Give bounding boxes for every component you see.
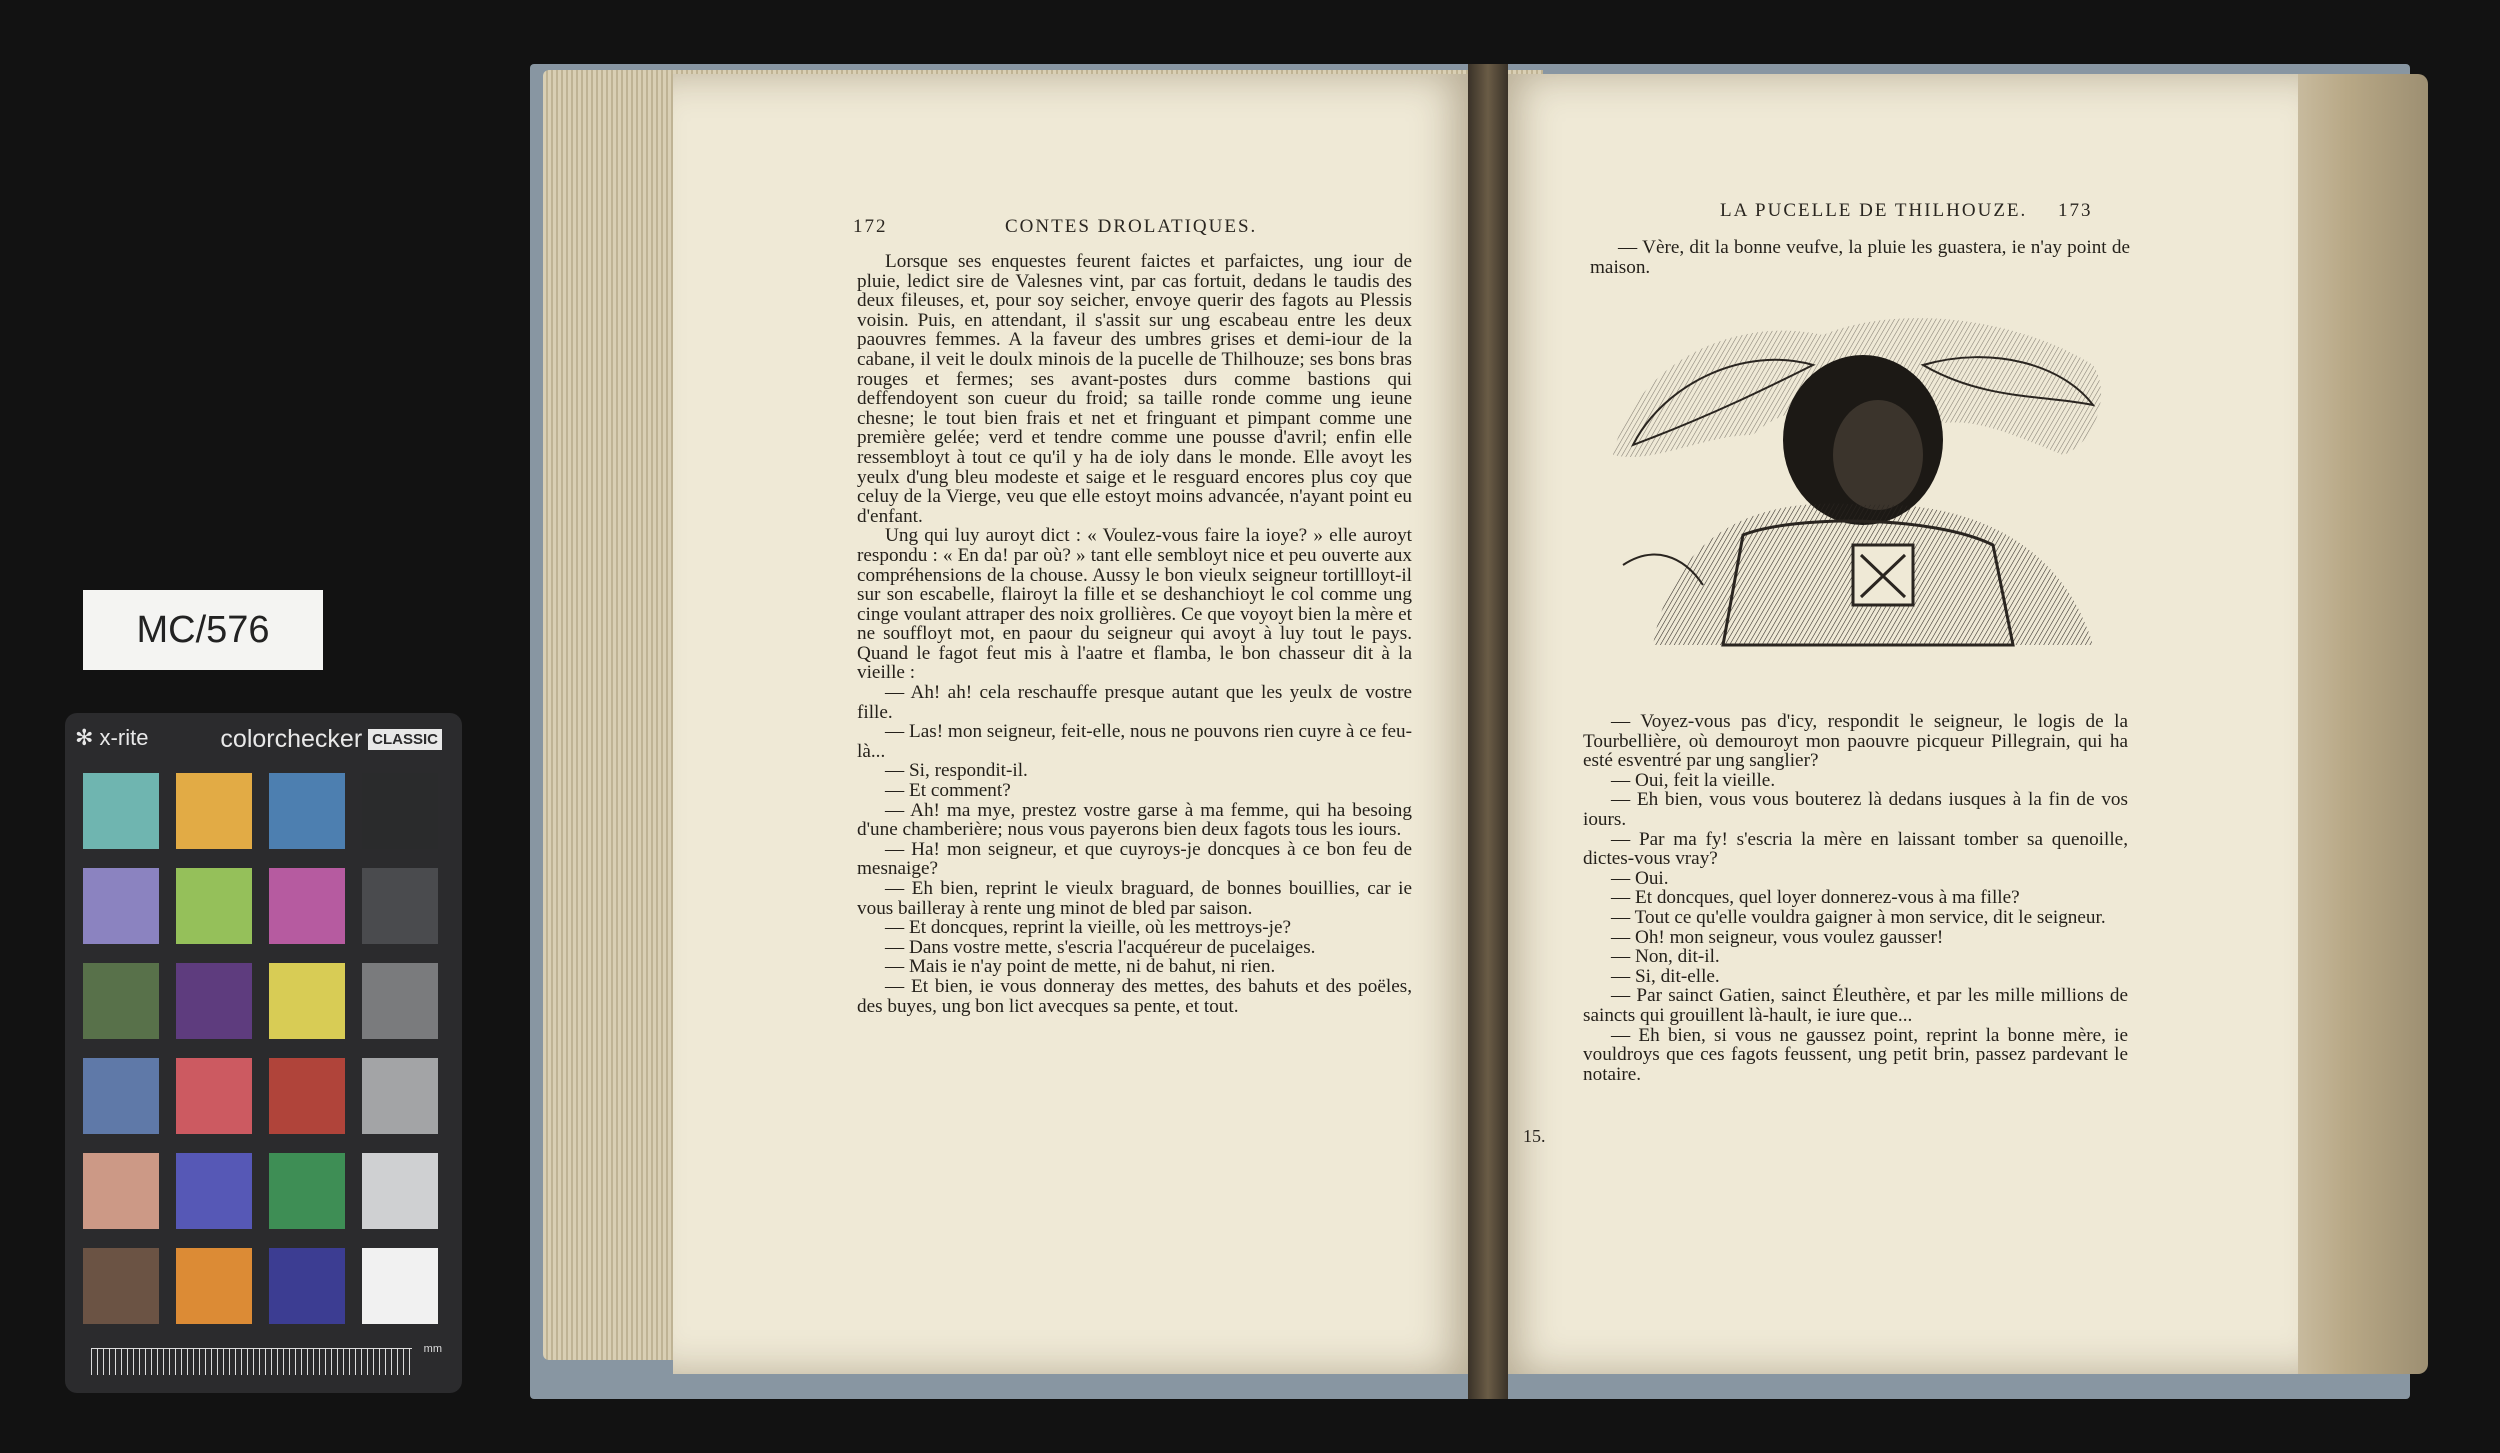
left-paragraph: — Ah! ah! cela reschauffe presque autant que les yeulx de vostre fille. (857, 682, 1412, 723)
catalogue-label (83, 590, 323, 670)
color-swatch (362, 1058, 438, 1134)
color-swatch (176, 868, 252, 944)
right-paragraph: — Non, dit-il. (1611, 946, 1720, 968)
color-swatch (176, 773, 252, 849)
color-swatch (83, 1058, 159, 1134)
left-paragraph: — Et doncques, reprint la vieille, où les mettroys-je? (885, 917, 1292, 939)
color-swatch (83, 773, 159, 849)
color-swatch-grid (83, 773, 443, 1323)
left-page-body (857, 252, 1412, 1016)
left-paragraph: Lorsque ses enquestes feurent faictes et parfaictes, ung iour de pluie, ledict sire de Valesnes vint, par cas fortuit, dedans le taudis des deux fileuses, et, pour soy seicher, envoye querir des fagots au Plessis voisin. Puis, en attendant, il s'assit sur ung escabeau entre les deux paouvres femmes. A la faveur des umbres grises et demi-iour de la cabane, il veit le doulx minois de la pucelle de Thilhouze; ses bons bras rouges et fermes; ses avant-postes durs comme bastions qui deffendoyent son cueur du froid; sa taille ronde comme ung ieune chesne; le tout bien frais et net et fringuant et pimpant comme une première gelée; verd et tendre comme une pousse d'avril; enfin elle ressembloyt à tout ce qu'il y ha de ioly dans le monde. Elle avoyt les yeulx d'ung bleu modeste et saige et le resguard encores plus coy que celuy de la Vierge, veu que elle estoyt moins advancée, n'ayant point eu d'enfant. (857, 251, 1412, 527)
left-paragraph: — Et bien, ie vous donneray des mettes, des bahuts et des poëles, des buyes, ung bon lict avecques sa pente, et tout. (857, 975, 1412, 1017)
color-swatch (269, 773, 345, 849)
right-paragraph: — Tout ce qu'elle vouldra gaigner à mon service, dit le seigneur. (1611, 906, 2106, 928)
left-paragraph: — Eh bien, reprint le vieulx braguard, de bonnes bouillies, car ie vous bailleray à rente ung minot de bled par saison. (857, 878, 1412, 919)
ruler-unit: mm (423, 1343, 442, 1355)
color-checker-card (65, 713, 462, 1393)
color-swatch (269, 868, 345, 944)
color-swatch (269, 963, 345, 1039)
right-paragraph: — Par sainct Gatien, sainct Éleuthère, et par les mille millions de saincts qui grouillent là-hault, ie iure que... (1583, 985, 2128, 1026)
page-block-right (2293, 74, 2428, 1374)
left-paragraph: — Et comment? (885, 780, 1011, 802)
right-paragraph: — Par ma fy! s'escria la mère en laissant tomber sa quenoille, dictes-vous vray? (1583, 828, 2128, 870)
right-paragraph: — Eh bien, si vous ne gaussez point, reprint la bonne mère, ie vouldroys que ces fagots feussent, ung petit brin, passez pardevant le notaire. (1583, 1024, 2128, 1085)
color-swatch (362, 1153, 438, 1229)
colorchecker-brand: colorchecker CLASSIC (220, 725, 442, 754)
open-book (513, 64, 2428, 1399)
right-paragraph: — Oui, feit la vieille. (1611, 769, 1776, 791)
left-running-head: CONTES DROLATIQUES. (1005, 216, 1258, 237)
color-swatch (269, 1058, 345, 1134)
color-swatch (269, 1153, 345, 1229)
color-swatch (176, 1153, 252, 1229)
right-paragraph: — Et doncques, quel loyer donnerez-vous à ma fille? (1611, 887, 2020, 909)
color-swatch (176, 963, 252, 1039)
xrite-logo: ✻ x-rite (75, 725, 149, 750)
catalogue-number: MC/576 (136, 608, 270, 651)
color-swatch (83, 963, 159, 1039)
signature-mark: 15. (1523, 1126, 1546, 1146)
right-page-top (1590, 238, 2130, 277)
color-swatch (83, 868, 159, 944)
mm-ruler (91, 1348, 412, 1375)
color-swatch (176, 1248, 252, 1324)
right-page-body (1583, 712, 2128, 1084)
right-paragraph: — Si, dit-elle. (1611, 965, 1720, 987)
right-paragraph: — Oui. (1611, 867, 1669, 889)
engraved-portrait-illustration (1593, 305, 2123, 655)
left-paragraph: — Si, respondit-il. (885, 760, 1028, 782)
color-swatch (83, 1248, 159, 1324)
left-paragraph: — Las! mon seigneur, feit-elle, nous ne pouvons rien cuyre à ce feu-là... (857, 721, 1412, 762)
right-top-paragraph: — Vère, dit la bonne veufve, la pluie les guastera, ie n'ay point de maison. (1590, 237, 2130, 278)
right-paragraph: — Oh! mon seigneur, vous voulez gausser! (1611, 926, 1944, 948)
left-paragraph: — Ah! ma mye, prestez vostre garse à ma femme, qui ha besoing d'une chamberière; nous vous payerons bien deux fagots tous les iours. (857, 799, 1412, 841)
color-swatch (176, 1058, 252, 1134)
left-paragraph: Ung qui luy auroyt dict : « Voulez-vous faire la ioye? » elle auroyt respondu : « En da! par où? » tant elle sembloyt nice et peu ouverte aux compréhensions de la chouse. Aussy le bon vieulx seigneur tortillloyt-il sur son escabelle, flairoyt la fille et se deshanchioyt le col comme ung cinge voulant attraper des noix grollières. Ce que voyoyt bien la mère et ne souffloyt mot, en paour du seigneur qui avoyt à luy tout le pays. Quand le fagot feut mis à l'aatre et flamba, le bon chasseur dit à la vieille : (857, 525, 1412, 684)
right-page-number: 173 (2058, 200, 2093, 221)
left-paragraph: — Mais ie n'ay point de mette, ni de bahut, ni rien. (885, 956, 1276, 978)
right-paragraph: — Voyez-vous pas d'icy, respondit le seigneur, le logis de la Tourbellière, où demouroyt mon paouvre picqueur Pillegrain, qui ha esté esventré par ung sanglier? (1583, 711, 2128, 772)
color-swatch (362, 773, 438, 849)
left-paragraph: — Dans vostre mette, s'escria l'acquéreur de pucelaiges. (885, 936, 1316, 958)
color-swatch (269, 1248, 345, 1324)
book-gutter (1468, 64, 1508, 1399)
color-swatch (362, 1248, 438, 1324)
color-swatch (362, 868, 438, 944)
right-running-head: LA PUCELLE DE THILHOUZE. (1720, 200, 2028, 221)
right-paragraph: — Eh bien, vous vous bouterez là dedans iusques à la fin de vos iours. (1583, 789, 2128, 830)
color-swatch (83, 1153, 159, 1229)
left-page-number: 172 (853, 216, 888, 237)
color-swatch (362, 963, 438, 1039)
left-paragraph: — Ha! mon seigneur, et que cuyroys-je doncques à ce bon feu de mesnaige? (857, 838, 1412, 880)
